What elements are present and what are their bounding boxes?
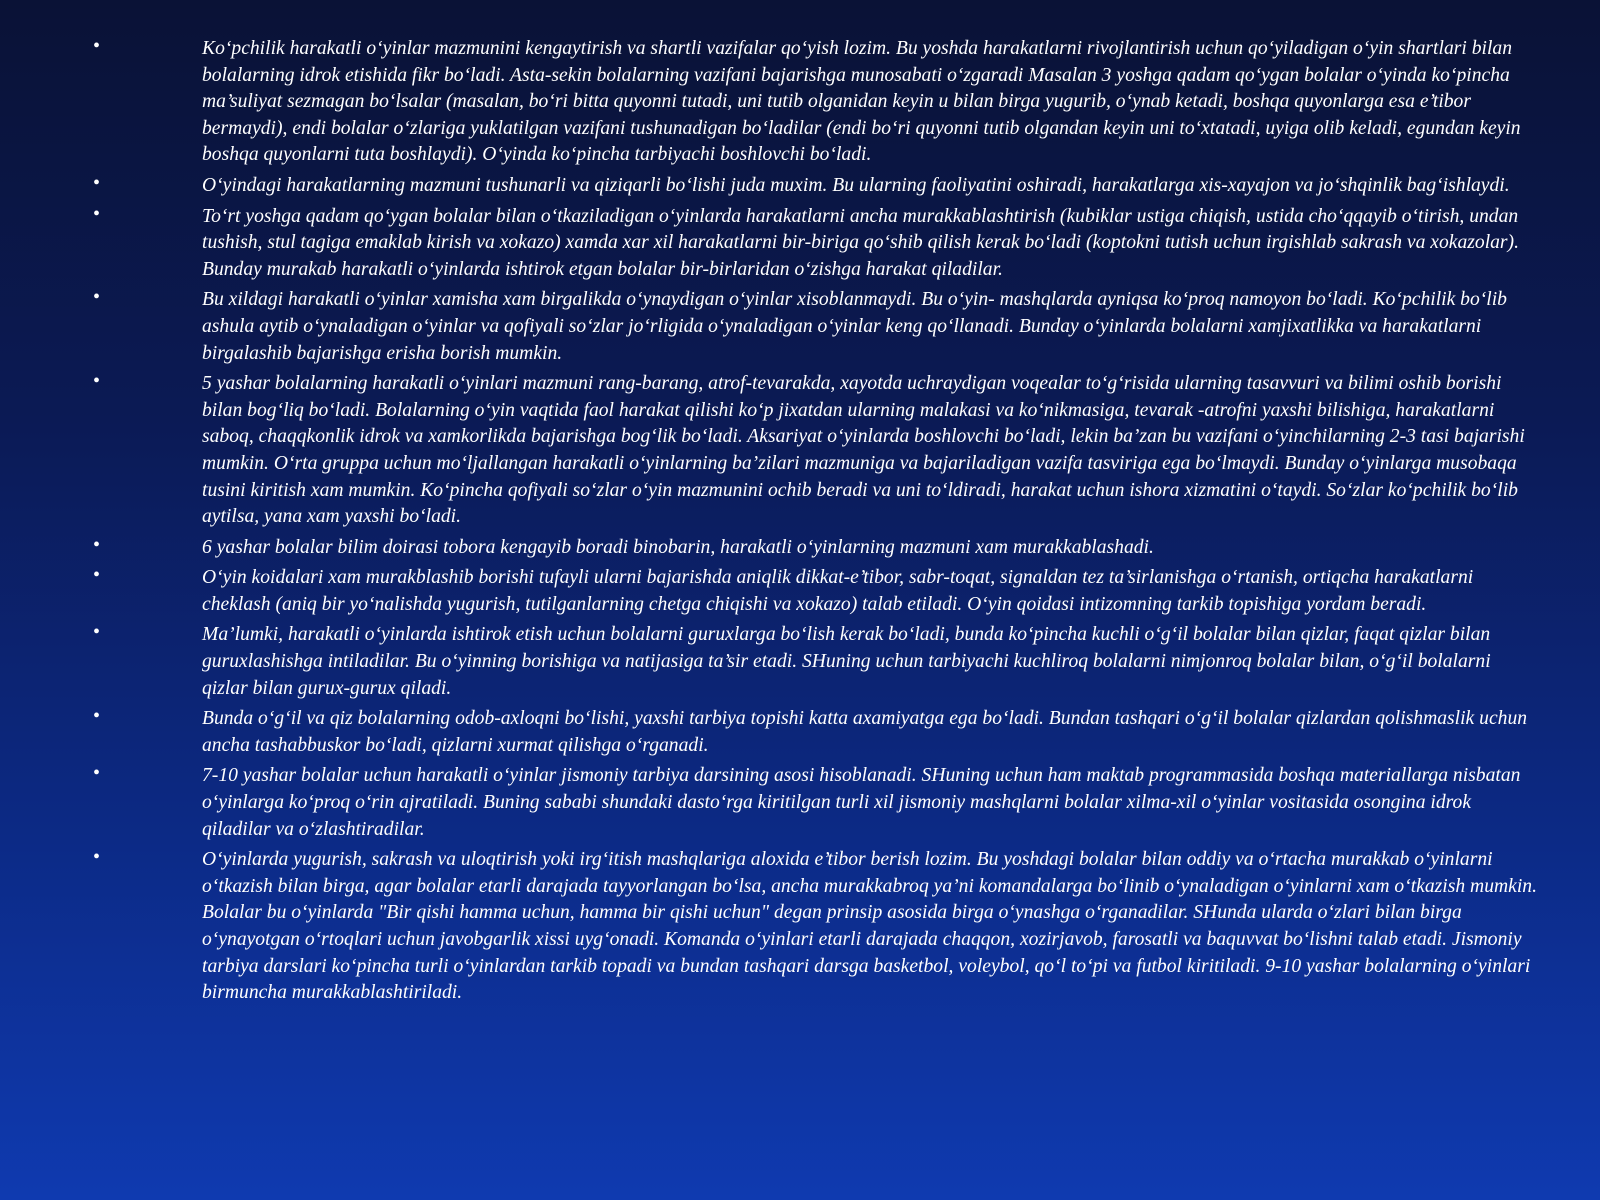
bullet-marker: • (93, 171, 101, 194)
bullet-text: O‘yindagi harakatlarning mazmuni tushunarli va qiziqarli bo‘lishi juda muxim. Bu ularning faoliyatini oshiradi, harakatlarga xis-xayajon va jo‘shqinlik bag‘ishlaydi. (202, 174, 1510, 196)
bullet-item-10 (0, 763, 1600, 843)
bullet-text: Bu xildagi harakatli o‘yinlar xamisha xam birgalikda o‘ynaydigan o‘yinlar xisoblanmaydi. Bu o‘yin- mashqlarda ayniqsa ko‘proq namoyon bo‘ladi. Ko‘pchilik bo‘lib ashula aytib o‘ynaladigan o‘yinlar va qofiyali so‘zlar jo‘rligida o‘ynaladigan o‘yinlar keng qo‘llanadi. Bunday o‘yinlarda bolalarni xamjixatlikka va harakatlarni birgalashib bajarishga erisha borish mumkin. (202, 289, 1507, 364)
bullet-marker: • (93, 564, 101, 587)
bullet-marker: • (93, 846, 101, 869)
bullet-text: 5 yashar bolalarning harakatli o‘yinlari mazmuni rang-barang, atrof-tevarakda, xayotda uchraydigan voqealar to‘g‘risida ularning tasavvuri va bilimi oshib borishi bilan bog‘liq bo‘ladi. Bolalarning o‘yin vaqtida faol harakat qilishi ko‘p jixatdan ularning malakasi va ko‘nikmasiga, tevarak -atrofni yaxshi bilishiga, harakatlarni saboq, chaqqkonlik idrok va xamkorlikda bajarishga bog‘lik bo‘ladi. Aksariyat o‘yinlarda boshlovchi bo‘ladi, lekin ba’zan bu vazifani o‘yinchilarning 2-3 tasi bajarishi mumkin. O‘rta gruppa uchun mo‘ljallangan harakatli o‘yinlarning ba’zilari mazmuniga va bajariladigan vazifa tasviriga ega bo‘lmaydi. Bunday o‘yinlarga musobaqa tusini kiritish xam mumkin. Ko‘pincha qofiyali so‘zlar o‘yin mazmunini ochib beradi va uni to‘ldiradi, harakat uchun ishora xizmatini o‘taydi. So‘zlar ko‘pchilik bo‘lib aytilsa, yana xam yaxshi bo‘ladi. (202, 373, 1525, 528)
bullet-marker: • (93, 286, 101, 309)
bullet-item-11 (0, 847, 1600, 1007)
bullet-text: To‘rt yoshga qadam qo‘ygan bolalar bilan o‘tkaziladigan o‘yinlarda harakatlarni ancha murakkablashtirish (kubiklar ustiga chiqish, ustida cho‘qqayib o‘tirish, undan tushish, stul tagiga emaklab kirish va xokazo) xamda xar xil harakatlarni bir-biriga qo‘shib qilish kerak bo‘ladi (koptokni tutish uchun irgishlab sakrash va xokazolar). Bunday murakab harakatli o‘yinlarda ishtirok etgan bolalar bir-birlaridan o‘zishga harakat qiladilar. (202, 205, 1519, 280)
bullet-item-9 (0, 706, 1600, 759)
bullet-item-5 (0, 371, 1600, 531)
bullet-text: 7-10 yashar bolalar uchun harakatli o‘yinlar jismoniy tarbiya darsining asosi hisoblanadi. SHuning uchun ham maktab programmasida boshqa materiallarga nisbatan o‘yinlarga ko‘proq o‘rin ajratiladi. Buning sababi shundaki dasto‘rga kiritilgan turli xil jismoniy mashqlarni bolalar xilma-xil o‘yinlar vositasida osongina idrok qiladilar va o‘zlashtiradilar. (202, 765, 1521, 840)
bullet-marker: • (93, 762, 101, 785)
bullet-item-3 (0, 204, 1600, 284)
bullet-marker: • (93, 35, 101, 57)
bullet-text: O‘yinlarda yugurish, sakrash va uloqtirish yoki irg‘itish mashqlariga aloxida e’tibor berish lozim. Bu yoshdagi bolalar bilan oddiy va o‘rtacha murakkab o‘yinlarni o‘tkazish bilan birga, agar bolalar etarli darajada tayyorlangan bo‘lsa, ancha murakkabroq ya’ni komandalarga bo‘linib o‘ynaladigan o‘yinlarni xam o‘tkazish mumkin. Bolalar bu o‘yinlarda "Bir qishi hamma uchun, hamma bir qishi uchun" degan prinsip asosida birga o‘ynashga o‘rganadilar. SHunda ularda o‘zlari bilan birga o‘ynayotgan o‘rtoqlari uchun javobgarlik xissi uyg‘onadi. Komanda o‘yinlari etarli darajada chaqqon, xozirjavob, farosatli va baquvvat bo‘lishni talab etadi. Jismoniy tarbiya darslari ko‘pincha turli o‘yinlardan tarkib topadi va bundan tashqari darsga basketbol, voleybol, qo‘l to‘pi va futbol kiritiladi. 9-10 yashar bolalarning o‘yinlari birmuncha murakkablashtiriladi. (202, 849, 1537, 1004)
bullet-text: 6 yashar bolalar bilim doirasi tobora kengayib boradi binobarin, harakatli o‘yinlarning mazmuni xam murakkablashadi. (202, 536, 1154, 558)
bullet-item-1 (0, 36, 1600, 169)
bullet-item-7 (0, 565, 1600, 618)
bullet-item-4 (0, 287, 1600, 367)
bullet-marker: • (93, 202, 101, 225)
bullet-item-8 (0, 622, 1600, 702)
bullet-item-2 (0, 173, 1600, 200)
bullet-marker: • (93, 621, 101, 644)
bullet-list (0, 36, 1600, 1011)
bullet-text: Ko‘pchilik harakatli o‘yinlar mazmunini kengaytirish va shartli vazifalar qo‘yish lozim. Bu yoshda harakatlarni rivojlantirish uchun qo‘yiladigan o‘yin shartlari bilan bolalarning idrok etishida fikr bo‘ladi. Asta-sekin bolalarning vazifani bajarishga munosabati o‘zgaradi Masalan 3 yoshga qadam qo‘ygan bolalar o‘yinda ko‘pincha ma’suliyat sezmagan bo‘lsalar (masalan, bo‘ri bitta quyonni tutadi, uni tutib olganidan keyin u bilan birga yugurib, o‘ynab ketadi, boshqa quyonlarga esa e’tibor bermaydi), endi bolalar o‘zlariga yuklatilgan vazifani tushunadigan bo‘ladilar (endi bo‘ri quyonni tutib olgandan keyin uni to‘xtatadi, uyiga olib keladi, egundan keyin boshqa quyonlarni tuta boshlaydi). O‘yinda ko‘pincha tarbiyachi boshlovchi bo‘ladi. (202, 38, 1521, 166)
bullet-text: Bunda o‘g‘il va qiz bolalarning odob-axloqni bo‘lishi, yaxshi tarbiya topishi katta axamiyatga ega bo‘ladi. Bundan tashqari o‘g‘il bolalar qizlardan qolishmaslik uchun ancha tashabbuskor bo‘ladi, qizlarni xurmat qilishga o‘rganadi. (202, 708, 1528, 756)
bullet-marker: • (93, 370, 101, 393)
bullet-text: O‘yin koidalari xam murakblashib borishi tufayli ularni bajarishda aniqlik dikkat-e’tibor, sabr-toqat, signaldan tez ta’sirlanishga o‘rtanish, ortiqcha harakatlarni cheklash (aniq bir yo‘nalishda yugurish, tutilganlarning chetga chiqishi va xokazo) talab etiladi. O‘yin qoidasi intizomning tarkib topishiga yordam beradi. (202, 567, 1474, 615)
bullet-marker: • (93, 533, 101, 556)
bullet-text: Ma’lumki, harakatli o‘yinlarda ishtirok etish uchun bolalarni guruxlarga bo‘lish kerak bo‘ladi, bunda ko‘pincha kuchli o‘g‘il bolalar bilan qizlar, faqat qizlar bilan guruxlashishga intiladilar. Bu o‘yinning borishiga va natijasiga ta’sir etadi. SHuning uchun tarbiyachi kuchliroq bolalarni nimjonroq bolalar bilan, o‘g‘il bolalarni qizlar bilan gurux-gurux qiladi. (202, 624, 1491, 699)
bullet-item-6 (0, 535, 1600, 562)
bullet-marker: • (93, 705, 101, 728)
